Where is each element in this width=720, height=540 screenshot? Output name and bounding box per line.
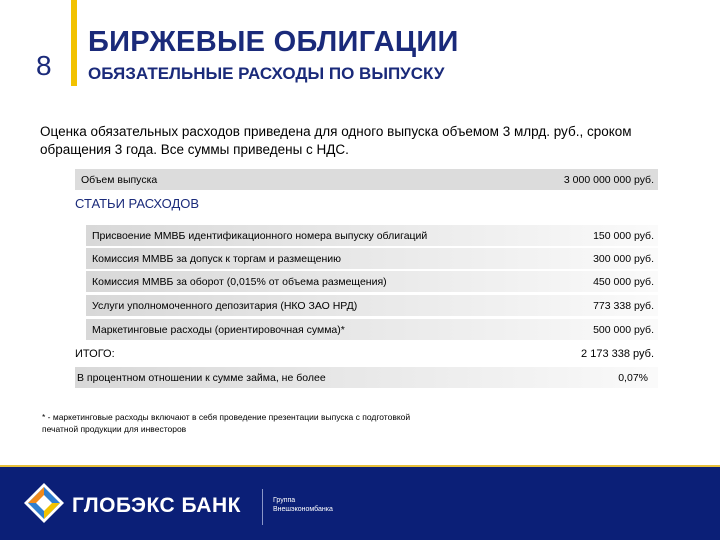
total-label: ИТОГО: [75, 348, 115, 360]
expense-row [86, 248, 658, 269]
expense-label: Комиссия ММВБ за оборот (0,015% от объема размещения) [92, 276, 387, 288]
section-title: СТАТЬИ РАСХОДОВ [75, 196, 200, 211]
expense-value: 450 000 руб. [593, 276, 654, 288]
total-row [75, 343, 658, 364]
expense-row [86, 295, 658, 316]
volume-value: 3 000 000 000 руб. [563, 174, 654, 186]
expense-label: Маркетинговые расходы (ориентировочная сумма)* [92, 324, 345, 336]
total-value: 2 173 338 руб. [581, 348, 654, 360]
expense-row [86, 225, 658, 246]
slide-number: 8 [36, 50, 52, 81]
brand-divider [262, 489, 263, 525]
brand-group-line2: Внешэкономбанка [273, 506, 333, 513]
page-subtitle: ОБЯЗАТЕЛЬНЫЕ РАСХОДЫ ПО ВЫПУСКУ [88, 64, 445, 83]
expense-value: 150 000 руб. [593, 230, 654, 242]
brand-group-line1: Группа [273, 497, 296, 504]
percent-label: В процентном отношении к сумме займа, не более [77, 372, 326, 384]
brand-group [273, 496, 333, 514]
expense-value: 773 338 руб. [593, 300, 654, 312]
expense-label: Услуги уполномоченного депозитария (НКО ЗАО НРД) [92, 300, 358, 312]
intro-text: Оценка обязательных расходов приведена для одного выпуска объемом 3 млрд. руб., сроком обращения 3 года. Все суммы приведены с НДС. [40, 124, 632, 157]
page-title: БИРЖЕВЫЕ ОБЛИГАЦИИ [88, 26, 459, 58]
expense-row [86, 271, 658, 292]
expense-label: Присвоение ММВБ идентификационного номера выпуску облигаций [92, 230, 428, 242]
expense-label: Комиссия ММВБ за допуск к торгам и размещению [92, 253, 342, 265]
brand-name: ГЛОБЭКС БАНК [72, 494, 241, 517]
percent-row [75, 367, 658, 388]
expense-value: 300 000 руб. [593, 253, 654, 265]
expense-value: 500 000 руб. [593, 324, 654, 336]
title-accent-bar [71, 0, 77, 86]
volume-label: Объем выпуска [81, 174, 158, 186]
footnote: * - маркетинговые расходы включают в себя проведение презентации выпуска с подготовкой печатной продукции для инвесторов [42, 412, 411, 434]
expense-row [86, 319, 658, 340]
percent-value: 0,07% [618, 372, 648, 384]
globex-logo-icon [22, 481, 66, 525]
volume-row [75, 169, 658, 190]
